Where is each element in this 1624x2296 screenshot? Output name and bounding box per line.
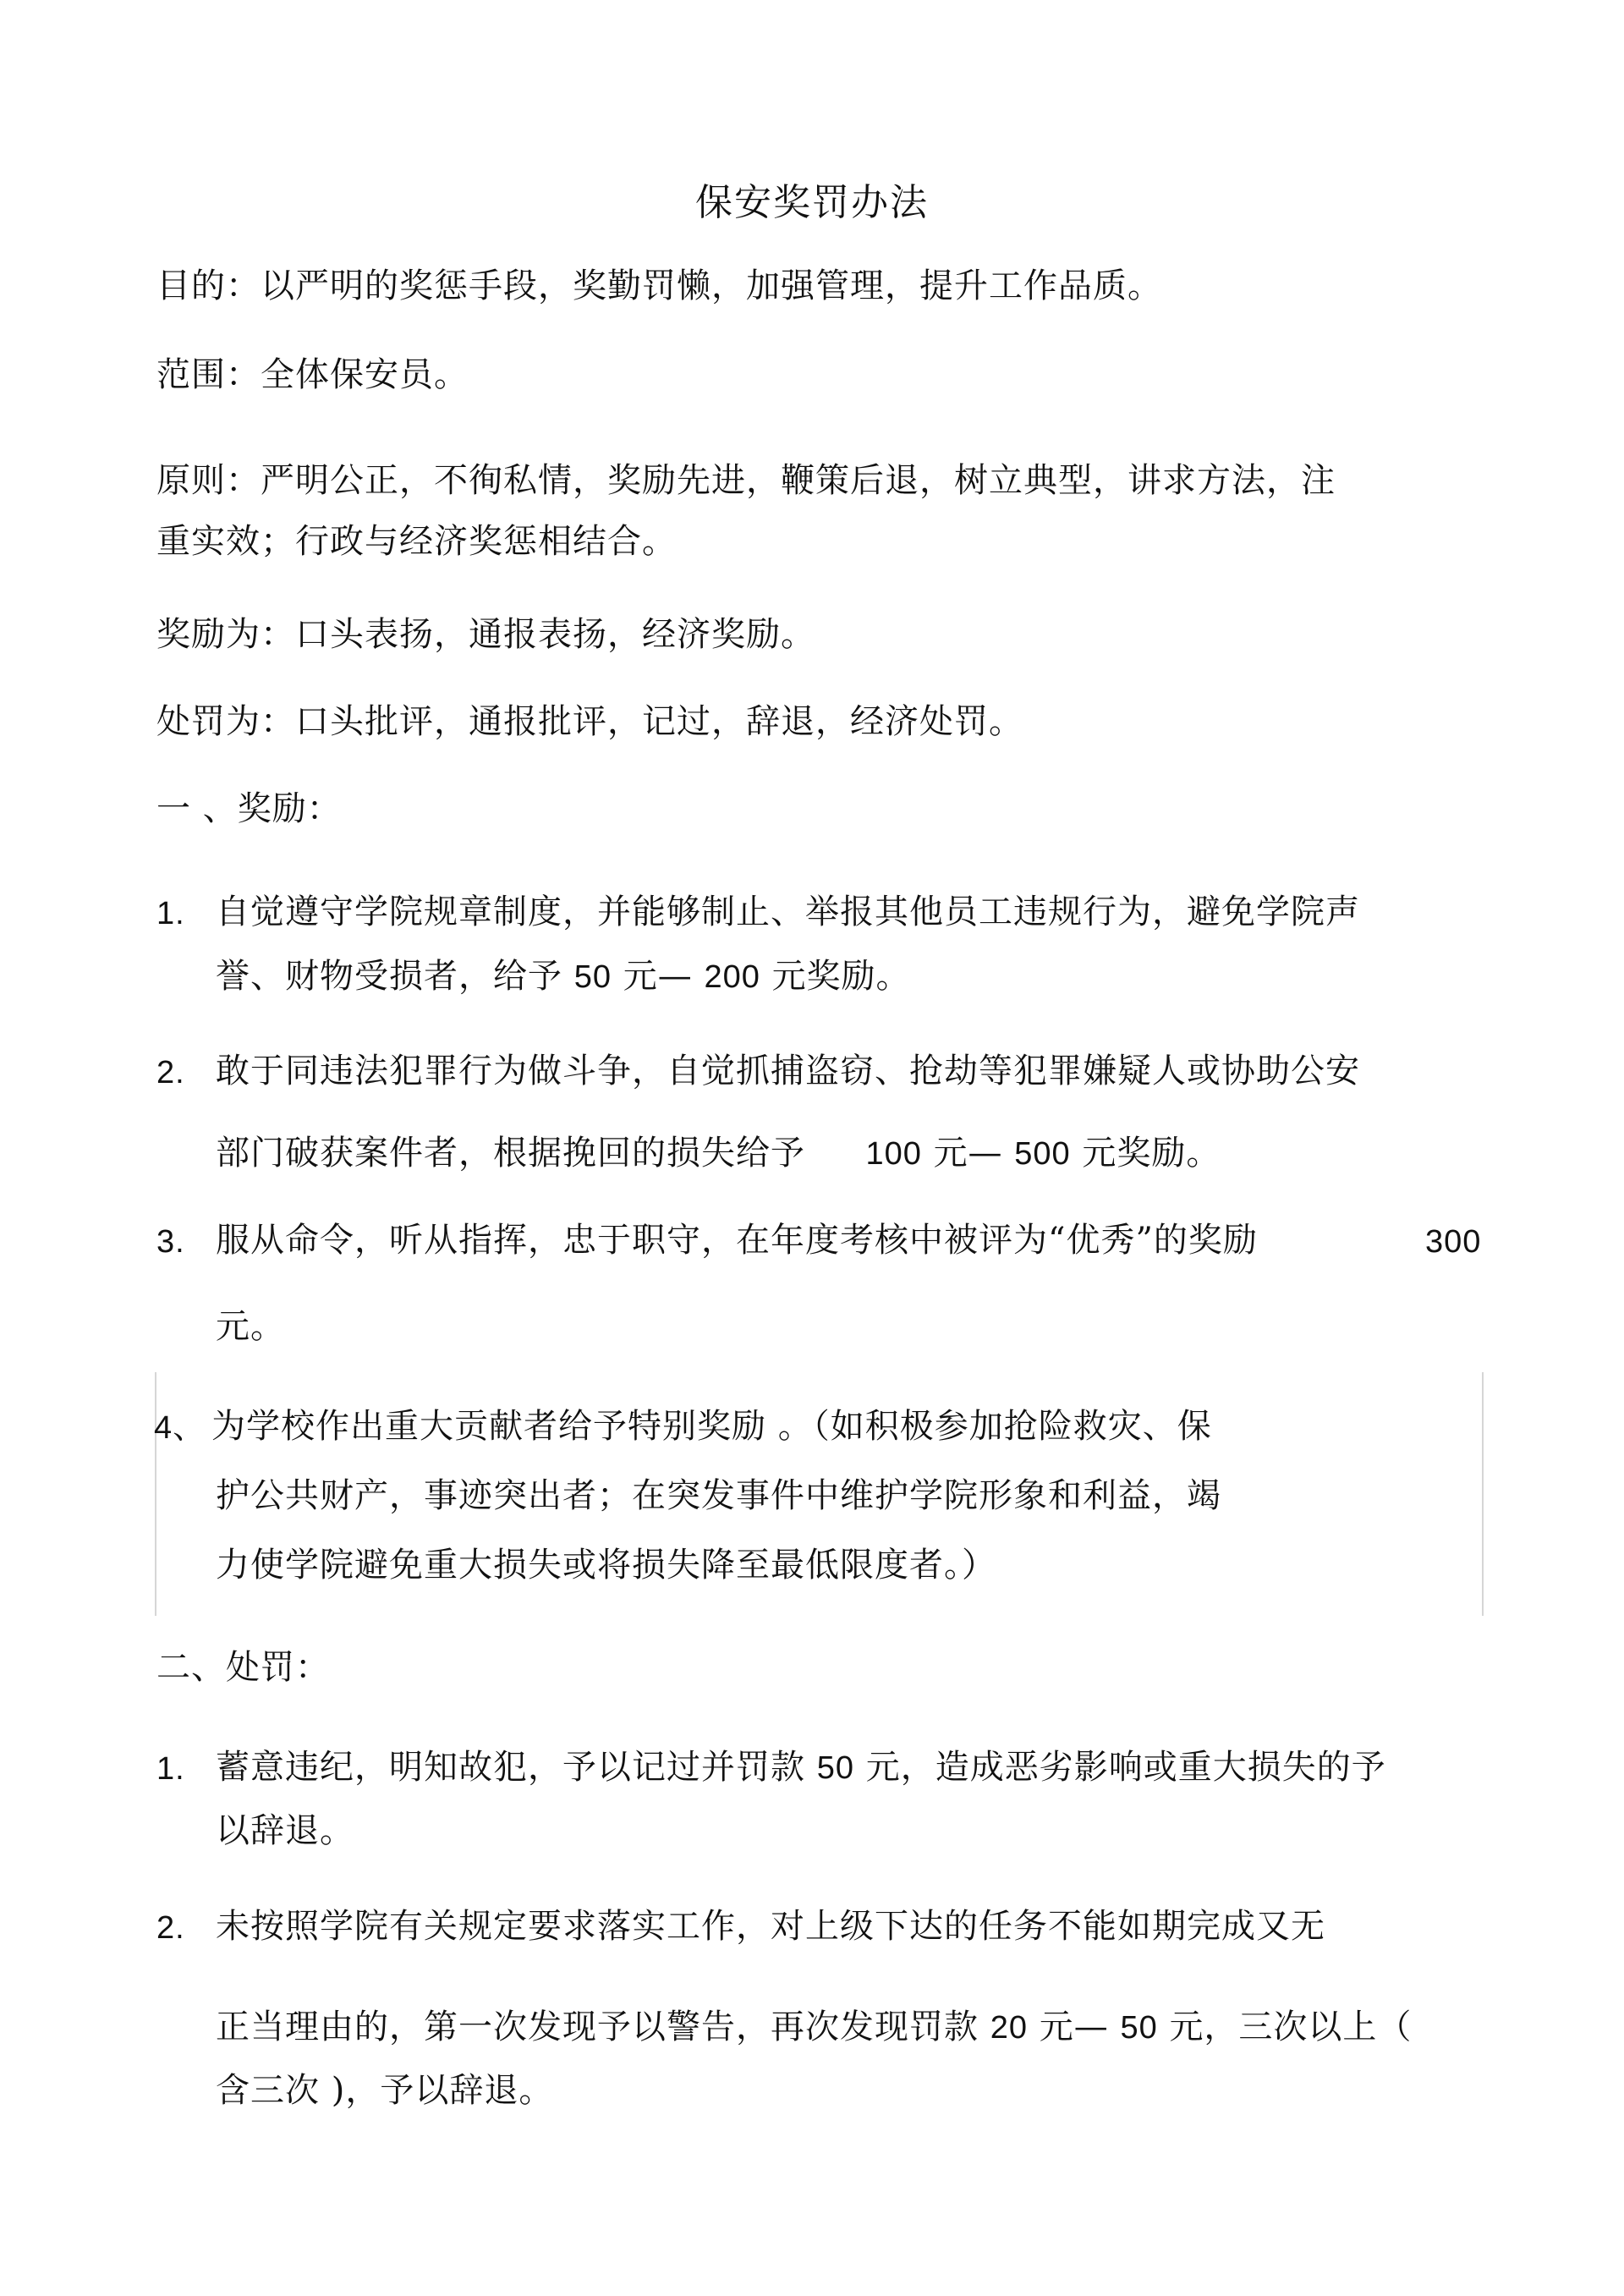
penalty-item-2-line-1: 未按照学院有关规定要求落实工作，对上级下达的任务不能如期完成又无 bbox=[216, 1907, 1325, 1946]
scope-text: 范围：全体保安员。 bbox=[156, 355, 469, 394]
rewards-types-text: 奖励为：口头表扬，通报表扬，经济奖励。 bbox=[156, 615, 815, 654]
reward-item-1-amount-max: 200 bbox=[704, 959, 760, 995]
reward-item-4-line-1: 为学校作出重大贡献者给予特别奖励 。（如积极参加抢险救灾、保 bbox=[211, 1407, 1212, 1446]
reward-item-number: 4、 bbox=[154, 1410, 206, 1446]
penalty-item-2-line-3: 含三次 )，予以辞退。 bbox=[216, 2071, 554, 2110]
reward-item-2-text-a: 部门破获案件者，根据挽回的损失给予 bbox=[216, 1134, 805, 1173]
penalty-item-2-text-a: 正当理由的，第一次发现予以警告，再次发现罚款 bbox=[216, 2008, 979, 2046]
penalty-item-2-line-2 bbox=[216, 2003, 1412, 2052]
reward-item-3-amount: 300 bbox=[1425, 1224, 1482, 1260]
reward-item-2-line-1: 敢于同违法犯罪行为做斗争，自觉抓捕盗窃、抢劫等犯罪嫌疑人或协助公安 bbox=[216, 1052, 1360, 1090]
reward-item-4-line-2: 护公共财产，事迹突出者；在突发事件中维护学院形象和利益，竭 bbox=[216, 1476, 1221, 1515]
reward-item-1-text-b: 元— bbox=[623, 957, 693, 996]
reward-item-1-text-a: 誉、财物受损者，给予 bbox=[216, 957, 562, 996]
penalty-item-1-amount: 50 bbox=[816, 1750, 854, 1786]
reward-item-2-line-2 bbox=[216, 1129, 1221, 1178]
penalty-item-2-text-b: 元— bbox=[1039, 2008, 1109, 2046]
box-right-border bbox=[1482, 1372, 1484, 1616]
penalty-item-1-text-b: 元，造成恶劣影响或重大损失的予 bbox=[865, 1748, 1386, 1787]
reward-item-1-line-2 bbox=[216, 953, 911, 1001]
section-heading-penalties: 二、处罚： bbox=[156, 1648, 330, 1687]
reward-item-4-line-3: 力使学院避免重大损失或将损失降至最低限度者。） bbox=[216, 1546, 996, 1585]
reward-item-number: 2. bbox=[156, 1055, 185, 1090]
penalty-item-2-amount-max: 50 bbox=[1120, 2010, 1158, 2046]
reward-item-1-line-1: 自觉遵守学院规章制度，并能够制止、举报其他员工违规行为，避免学院声 bbox=[216, 893, 1360, 931]
reward-item-number: 3. bbox=[156, 1224, 185, 1260]
penalty-item-1-line-2: 以辞退。 bbox=[216, 1811, 354, 1850]
document-title: 保安奖罚办法 bbox=[695, 181, 929, 224]
purpose-text: 目的：以严明的奖惩手段，奖勤罚懒，加强管理，提升工作品质。 bbox=[156, 266, 1162, 305]
reward-item-2-text-b: 元— bbox=[933, 1134, 1003, 1173]
reward-item-1-amount-min: 50 bbox=[573, 959, 612, 995]
reward-item-3-line-1: 服从命令，听从指挥，忠于职守，在年度考核中被评为“优秀”的奖励 bbox=[216, 1221, 1258, 1260]
penalty-item-2-amount-min: 20 bbox=[990, 2010, 1028, 2046]
reward-item-3-line-2: 元。 bbox=[216, 1307, 285, 1346]
reward-item-number: 1. bbox=[156, 896, 185, 931]
penalty-item-number: 2. bbox=[156, 1910, 185, 1946]
penalty-item-1-line-1 bbox=[216, 1744, 1386, 1792]
section-heading-rewards: 一 、奖励： bbox=[156, 789, 342, 828]
reward-item-2-amount-max: 500 bbox=[1014, 1136, 1071, 1172]
principle-line-2: 重实效；行政与经济奖惩相结合。 bbox=[156, 522, 677, 561]
penalty-item-1-text-a: 蓄意违纪，明知故犯，予以记过并罚款 bbox=[216, 1748, 805, 1787]
penalty-item-2-text-c: 元，三次以上（ bbox=[1169, 2008, 1413, 2046]
penalty-item-number: 1. bbox=[156, 1751, 185, 1787]
principle-line-1: 原则：严明公正，不徇私情，奖励先进，鞭策后退，树立典型，讲求方法，注 bbox=[156, 461, 1336, 500]
penalty-types-text: 处罚为：口头批评，通报批评，记过，辞退，经济处罚。 bbox=[156, 702, 1023, 741]
reward-item-2-text-c: 元奖励。 bbox=[1082, 1134, 1221, 1173]
reward-item-1-text-c: 元奖励。 bbox=[771, 957, 911, 996]
reward-item-2-amount-min: 100 bbox=[865, 1136, 922, 1172]
